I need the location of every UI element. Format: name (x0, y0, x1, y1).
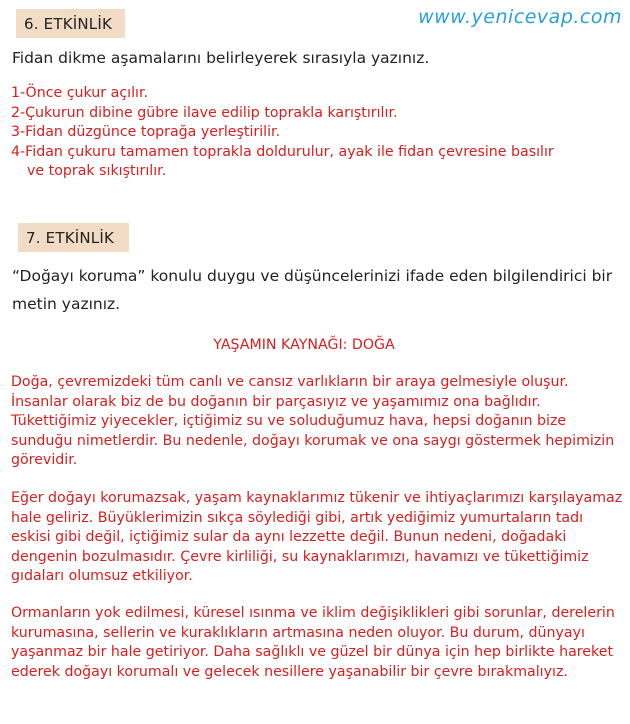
essay-paragraph: Doğa, çevremizdeki tüm canlı ve cansız varlıkların bir araya gelmesiyle oluşur. İnsanlar olarak biz de bu doğanın bir parçasıyız ve yaşamımız ona bağlıdır. Tükettiğimiz yiyecekler, içtiğimiz su ve soluduğumuz hava, hepsi doğanın bize sunduğu nimetlerdir. Bu nedenle, doğayı korumak ve ona saygı göstermek hepimizin görevidir. (11, 374, 615, 468)
essay-paragraph: Ormanların yok edilmesi, küresel ısınma ve iklim değişiklikleri gibi sorunlar, derelerin kurumasına, sellerin ve kuraklıkların artmasına neden oluyor. Bu durum, dünyayı yaşanmaz bir hale getiriyor. Daha sağlıklı ve güzel bir dünya için hep birlikte hareket ederek doğayı korumalı ve gelecek nesillere yaşanabilir bir çevre bırakmalıyız. (11, 605, 615, 680)
step-item: 2-Çukurun dibine gübre ilave edilip toprakla karıştırılır. (11, 104, 398, 121)
fidan-steps-list (11, 84, 630, 182)
activity-7-instruction: “Doğayı koruma” konulu duygu ve düşüncelerinizi ifade eden bilgilendirici bir metin yazınız. (12, 267, 613, 313)
step-item-continuation: ve toprak sıkıştırılır. (27, 163, 167, 179)
activity-6-label: 6. ETKİNLİK (16, 9, 125, 38)
site-logo: www.yenicevap.com (418, 6, 622, 28)
step-item: 1-Önce çukur açılır. (11, 85, 149, 101)
step-item: 4-Fidan çukuru tamamen toprakla doldurulur, ayak ile fidan çevresine basılır (11, 143, 554, 160)
activity-6-instruction: Fidan dikme aşamalarını belirleyerek sırasıyla yazınız. (12, 49, 430, 67)
activity-7-label: 7. ETKİNLİK (18, 223, 129, 252)
essay-paragraph: Eğer doğayı korumazsak, yaşam kaynaklarımız tükenir ve ihtiyaçlarımızı karşılayamaz hale geliriz. Büyüklerimizin sıkça söylediği gibi, artık yediğimiz yumurtaların tadı eskisi gibi değil, içtiğimiz sular da aynı lezzette değil. Bunun nedeni, doğadaki dengenin bozulmasıdır. Çevre kirliliği, su kaynaklarımızı, havamızı ve tükettiğimiz gıdaları olumsuz etkiliyor. (11, 490, 623, 584)
essay-title: YAŞAMIN KAYNAĞI: DOĞA (213, 337, 395, 353)
step-item: 3-Fidan düzgünce toprağa yerleştirilir. (11, 124, 281, 140)
